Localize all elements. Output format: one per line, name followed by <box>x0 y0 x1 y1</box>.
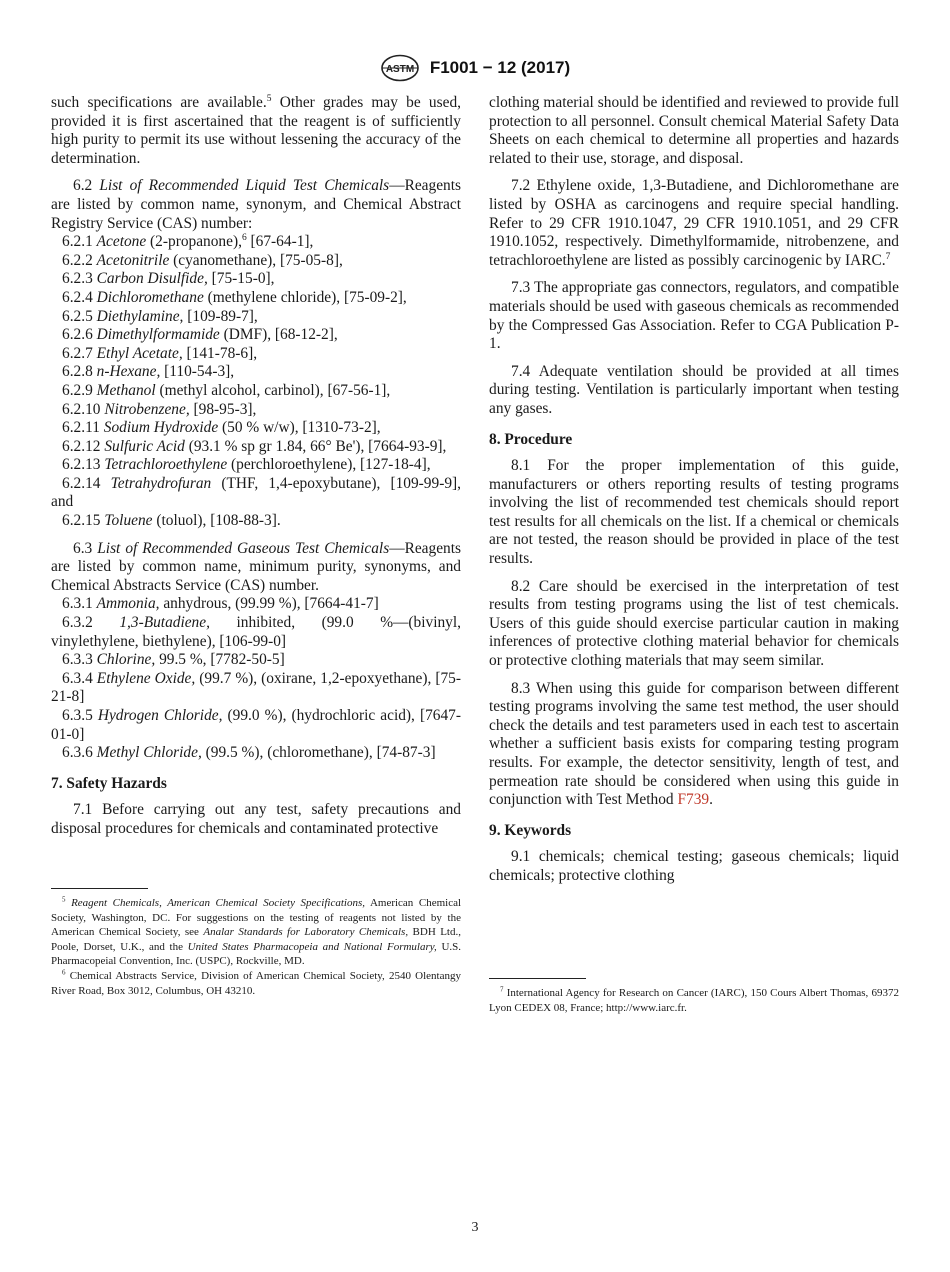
liquid-chemical-item: 6.2.6 Dimethylformamide (DMF), [68-12-2], <box>62 326 338 344</box>
paragraph-7-1-start: 7.1 Before carrying out any test, safety precautions and disposal procedures for chemicals and contaminated protective <box>51 801 461 837</box>
paragraph-6-3: 6.3 List of Recommended Gaseous Test Chemicals—Reagents are listed by common name, minimum purity, synonyms, and Chemical Abstracts Service (CAS) number. <box>51 539 461 594</box>
paragraph-8-1: 8.1 For the proper implementation of this guide, manufacturers or others reporting results of testing programs involving the list of recommended test chemicals should report test results for all chemicals on the list. If a chemical or chemicals are not tested, the reason should be provided in place of the test results. <box>489 457 899 568</box>
section-7-heading: 7. Safety Hazards <box>51 774 167 792</box>
liquid-chemical-item: 6.2.9 Methanol (methyl alcohol, carbinol), [67-56-1], <box>62 381 391 399</box>
left-column <box>51 94 461 839</box>
paragraph-9-1: 9.1 chemicals; chemical testing; gaseous chemicals; liquid chemicals; protective clothing <box>489 848 899 884</box>
liquid-chemical-item: 6.2.1 Acetone (2-propanone),$^6$ [67-64-1], <box>62 233 314 251</box>
gaseous-chemical-item: 6.3.5 Hydrogen Chloride, (99.0 %), (hydrochloric acid), [7647-01-0] <box>51 707 461 743</box>
section-9-heading: 9. Keywords <box>489 821 572 839</box>
footnote-ref-5[interactable]: 5 <box>266 93 272 104</box>
left-footnotes <box>51 888 461 998</box>
paragraph-8-3: 8.3 When using this guide for comparison between different testing programs involving the same test method, the user should check the details and test parameters used in each test to ascertain whether a sufficient basis exists for comparing testing program results. For example, the detector sensitivity, length of test, and permeation rate should be considered when using this guide in conjunction with Test Method F739. <box>489 679 899 809</box>
footnote-7: $^7$ International Agency for Research on Cancer (IARC), 150 Cours Albert Thomas, 69372 Lyon CEDEX 08, France; http://www.iarc.fr. <box>489 985 899 1014</box>
liquid-chemical-item: 6.2.4 Dichloromethane (methylene chloride), [75-09-2], <box>62 288 407 306</box>
liquid-chemical-item: 6.2.5 Diethylamine, [109-89-7], <box>62 307 258 325</box>
paragraph-6-2: 6.2 List of Recommended Liquid Test Chemicals—Reagents are listed by common name, synonym, and Chemical Abstract Registry Service (CAS) number: <box>51 177 461 232</box>
liquid-chemical-item: 6.2.14 Tetrahydrofuran (THF, 1,4-epoxybutane), [109-99-9], and <box>51 474 461 511</box>
paragraph-7-3: 7.3 The appropriate gas connectors, regulators, and compatible materials should be used with gaseous chemicals as recommended by the Compressed Gas Association. Refer to CGA Publication P-1. <box>489 279 899 353</box>
liquid-chemical-item: 6.2.2 Acetonitrile (cyanomethane), [75-05-8], <box>62 251 343 269</box>
page-number: 3 <box>471 1220 479 1235</box>
right-footnotes <box>489 978 899 1015</box>
logo-text: ASTM <box>385 64 414 75</box>
liquid-chemicals-list <box>51 233 461 531</box>
liquid-chemical-item: 6.2.11 Sodium Hydroxide (50 % w/w), [1310-73-2], <box>62 419 381 437</box>
gaseous-chemical-item: 6.3.1 Ammonia, anhydrous, (99.99 %), [7664-41-7] <box>62 595 379 613</box>
gaseous-chemical-item: 6.3.4 Ethylene Oxide, (99.7 %), (oxirane, 1,2-epoxyethane), [75-21-8] <box>51 669 462 706</box>
footnote-divider <box>51 888 148 889</box>
section-8-heading: 8. Procedure <box>489 430 573 448</box>
paragraph-7-4: 7.4 Adequate ventilation should be provided at all times during testing. Ventilation is particularly important when testing any gases. <box>489 362 899 417</box>
paragraph-8-2: 8.2 Care should be exercised in the interpretation of test results from testing programs using the list of test chemicals. Users of this guide should exercise particular caution in making inferences of protective clothing material behavior for chemicals or protective clothing materials that may seem similar. <box>489 577 899 670</box>
liquid-chemical-item: 6.2.7 Ethyl Acetate, [141-78-6], <box>62 344 258 362</box>
footnote-divider <box>489 978 586 979</box>
liquid-chemical-item: 6.2.13 Tetrachloroethylene (perchloroethylene), [127-18-4], <box>62 456 431 474</box>
page-header <box>0 54 950 82</box>
footnote-5: $^5$ Reagent Chemicals, American Chemical Society Specifications, American Chemical Society, Washington, DC. For suggestions on the testing of reagents not listed by the American Chemical Society, see Analar Standards for Laboratory Chemicals, BDH Ltd., Poole, Dorset, U.K., and the United States Pharmacopeia and National Formulary, U.S. Pharmacopeial Convention, Inc. (USPC), Rockville, MD. <box>51 895 462 968</box>
gaseous-chemical-item: 6.3.6 Methyl Chloride, (99.5 %), (chloromethane), [74-87-3] <box>62 744 436 762</box>
document-designation: F1001 − 12 (2017) <box>429 58 571 77</box>
footnote-6: $^6$ Chemical Abstracts Service, Division of American Chemical Society, 2540 Olentangy River Road, Box 3012, Columbus, OH 43210. <box>51 968 461 997</box>
footnote-ref-6[interactable]: 6 <box>241 233 247 244</box>
gaseous-chemical-item: 6.3.2 1,3-Butadiene, inhibited, (99.0 %—(bivinyl, vinylethylene, biethylene), [106-99-0] <box>51 614 461 650</box>
footnote-ref-7[interactable]: 7 <box>885 251 891 262</box>
gaseous-chemical-item: 6.3.3 Chlorine, 99.5 %, [7782-50-5] <box>62 651 285 669</box>
astm-logo-icon <box>380 54 420 82</box>
paragraph-7-1-continued: clothing material should be identified and reviewed to provide full protection to all personnel. Consult chemical Material Safety Data Sheets on each chemical to determine all properties and hazards related to their use, storage, and disposal. <box>489 94 899 167</box>
f739-link[interactable]: F739 <box>677 791 710 809</box>
paragraph-6-1-continued: such specifications are available.$^5$ Other grades may be used, provided it is first ascertained that the reagent is of sufficiently high purity to permit its use without lessening the accuracy of the determination. <box>51 93 461 167</box>
gaseous-chemicals-list <box>51 595 461 762</box>
paragraph-7-2: 7.2 Ethylene oxide, 1,3-Butadiene, and Dichloromethane are listed by OSHA as carcinogens and require special handling. Refer to 29 CFR 1910.1047, 29 CFR 1910.1051, and 29 CFR 1910.1052, respectively. Dimethylformamide, nitrobenzene, and tetrachloroethylene are listed as possibly carcinogenic by IARC.$^7$ <box>489 177 899 269</box>
liquid-chemical-item: 6.2.12 Sulfuric Acid (93.1 % sp gr 1.84, 66° Be'), [7664-93-9], <box>62 437 447 455</box>
liquid-chemical-item: 6.2.15 Toluene (toluol), [108-88-3]. <box>62 512 281 530</box>
liquid-chemical-item: 6.2.3 Carbon Disulfide, [75-15-0], <box>62 270 275 288</box>
liquid-chemical-item: 6.2.8 n-Hexane, [110-54-3], <box>62 363 235 381</box>
right-column <box>489 94 899 895</box>
liquid-chemical-item: 6.2.10 Nitrobenzene, [98-95-3], <box>62 400 257 418</box>
